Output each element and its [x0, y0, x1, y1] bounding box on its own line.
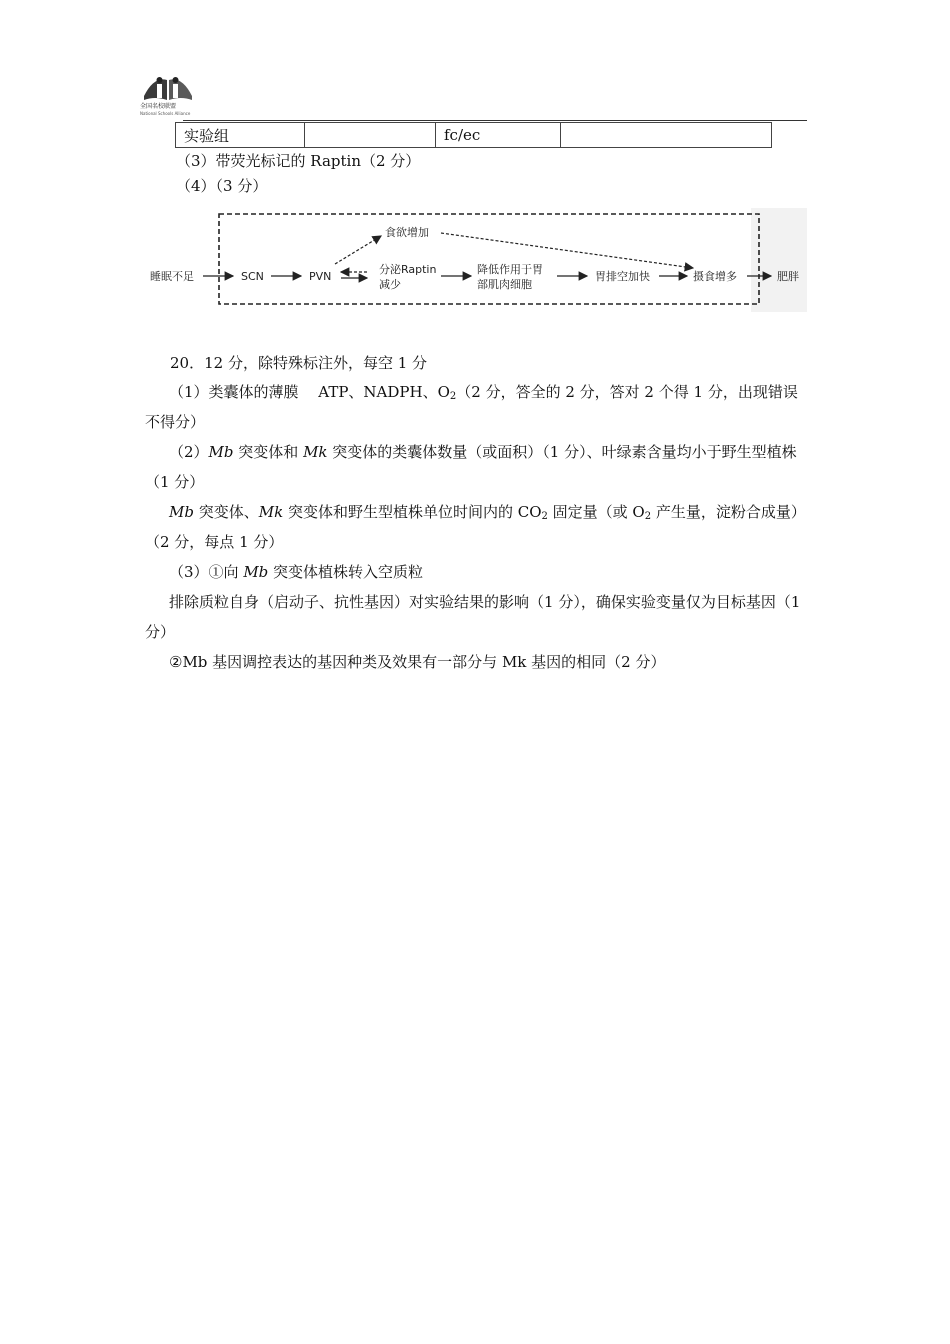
- header-rule: [183, 120, 807, 121]
- table-cell: [561, 123, 772, 148]
- q20-p3-text: 产生量，淀粉合成量）（2 分，每点 1 分）: [145, 503, 799, 551]
- q20-p4-text: 突变体植株转入空质粒: [268, 563, 424, 581]
- q20-p2-text: 突变体的类囊体数量（或面积）（1 分）、叶绿素含量均小于野生型植株（1 分）: [145, 443, 797, 491]
- q20-part1: [145, 377, 805, 437]
- q20-part3: [145, 557, 805, 587]
- node-sleep-deprivation: 睡眠不足: [150, 270, 194, 283]
- q20-p1-text: （1）类囊体的薄膜 ATP、NADPH、O: [169, 383, 450, 401]
- gene-mb: Mb: [243, 563, 269, 581]
- node-increased-intake: 摄食增多: [693, 270, 737, 283]
- q20-p3-text: 突变体、: [193, 503, 259, 521]
- q20-p2-text: 突变体和: [233, 443, 304, 461]
- q19-part4: （4）（3 分）: [176, 177, 268, 195]
- node-gastric-emptying: 胃排空加快: [595, 270, 650, 283]
- subscript: 2: [449, 391, 457, 402]
- gene-mb: Mb: [208, 443, 234, 461]
- node-gastric-muscle-line1: 降低作用于胃: [477, 263, 543, 276]
- q20-p4-text: （3）①向: [169, 563, 244, 581]
- q20-part2: [145, 437, 805, 497]
- experiment-table: [175, 122, 772, 148]
- q20-p3-text: 突变体和野生型植株单位时间内的 CO: [283, 503, 542, 521]
- node-gastric-muscle-line2: 部肌肉细胞: [477, 278, 532, 291]
- node-obesity: 肥胖: [777, 270, 799, 283]
- q20-part3-reason: 排除质粒自身（启动子、抗性基因）对实验结果的影响（1 分），确保实验变量仅为目标基因（1 分）: [145, 593, 801, 641]
- q20-p3-text: 固定量（或 O: [547, 503, 645, 521]
- q20-part2-second: [145, 497, 805, 557]
- gene-mk: Mk: [303, 443, 328, 461]
- table-cell: [305, 123, 436, 148]
- node-raptin-secretion-line1: 分泌Raptin: [379, 263, 437, 276]
- node-raptin-secretion-line2: 减少: [379, 278, 401, 291]
- q20-part3-conclusion: ②Mb 基因调控表达的基因种类及效果有一部分与 Mk 基因的相同（2 分）: [169, 653, 666, 671]
- gene-mk: Mk: [258, 503, 284, 521]
- subscript: 2: [541, 511, 548, 522]
- logo-cn-text: 全国名校联盟: [140, 103, 177, 110]
- node-pvn: PVN: [309, 270, 332, 283]
- table-cell: 实验组: [176, 123, 305, 148]
- subscript: 2: [644, 511, 652, 522]
- logo-caption: [140, 103, 190, 117]
- node-scn: SCN: [241, 270, 264, 283]
- dashed-arrow: [335, 236, 381, 264]
- table-cell: fc/ec: [436, 123, 561, 148]
- q19-part3: （3）带荧光标记的 Raptin（2 分）: [176, 152, 421, 170]
- table-row: [176, 123, 772, 148]
- q20-heading: 20．12 分，除特殊标注外，每空 1 分: [170, 354, 428, 372]
- node-appetite-increase: 食欲增加: [385, 226, 429, 239]
- logo-en-text: National Schools Alliance: [140, 111, 191, 116]
- q20-p1-text: （2 分，答全的 2 分，答对 2 个得 1 分，出现错误不得分）: [145, 383, 798, 431]
- q20-p2-text: （2）: [169, 443, 209, 461]
- flow-diagram: [145, 208, 807, 312]
- gene-mb: Mb: [169, 503, 194, 521]
